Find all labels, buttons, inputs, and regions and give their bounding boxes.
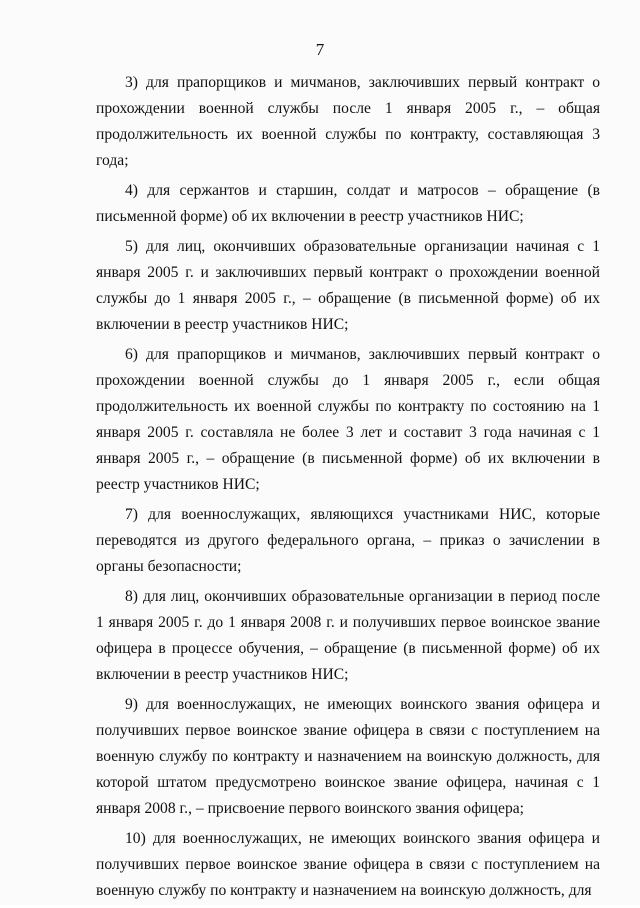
page-number: 7	[315, 40, 325, 59]
paragraph-item-5: 5) для лиц, окончивших образовательные организации начиная с 1 января 2005 г. и заключивших первый контракт о прохождении военной службы до 1 января 2005 г., – обращение (в письменной форме) об их включении в реестр участников НИС;	[96, 238, 600, 333]
paragraph-item-3: 3) для прапорщиков и мичманов, заключивших первый контракт о прохождении военной службы после 1 января 2005 г., – общая продолжительность их военной службы по контракту, составляющая 3 года;	[96, 74, 600, 169]
paragraph-item-10: 10) для военнослужащих, не имеющих воинского звания офицера и получивших первое воинское звание офицера в связи с поступлением на военную службу по контракту и назначением на воинскую должность, для	[96, 830, 600, 899]
paragraph-item-8: 8) для лиц, окончивших образовательные организации в период после 1 января 2005 г. до 1 января 2008 г. и получивших первое воинское звание офицера в процессе обучения, – обращение (в письменной форме) об их включении в реестр участников НИС;	[96, 588, 600, 683]
paragraph-item-7: 7) для военнослужащих, являющихся участниками НИС, которые переводятся из другого федерального органа, – приказ о зачислении в органы безопасности;	[96, 506, 600, 575]
paragraph-item-9: 9) для военнослужащих, не имеющих воинского звания офицера и получивших первое воинское звание офицера в связи с поступлением на военную службу по контракту и назначением на воинскую должность, для которой штатом предусмотрено воинское звание офицера, начиная с 1 января 2008 г., – присвоение первого воинского звания офицера;	[96, 696, 600, 817]
paragraph-item-6: 6) для прапорщиков и мичманов, заключивших первый контракт о прохождении военной службы до 1 января 2005 г., если общая продолжительность их военной службы по контракту по состоянию на 1 января 2005 г. составляла не более 3 лет и составит 3 года начиная с 1 января 2005 г., – обращение (в письменной форме) об их включении в реестр участников НИС;	[96, 346, 600, 493]
paragraph-item-4: 4) для сержантов и старшин, солдат и матросов – обращение (в письменной форме) об их включении в реестр участников НИС;	[96, 182, 600, 225]
document-body	[96, 70, 600, 908]
